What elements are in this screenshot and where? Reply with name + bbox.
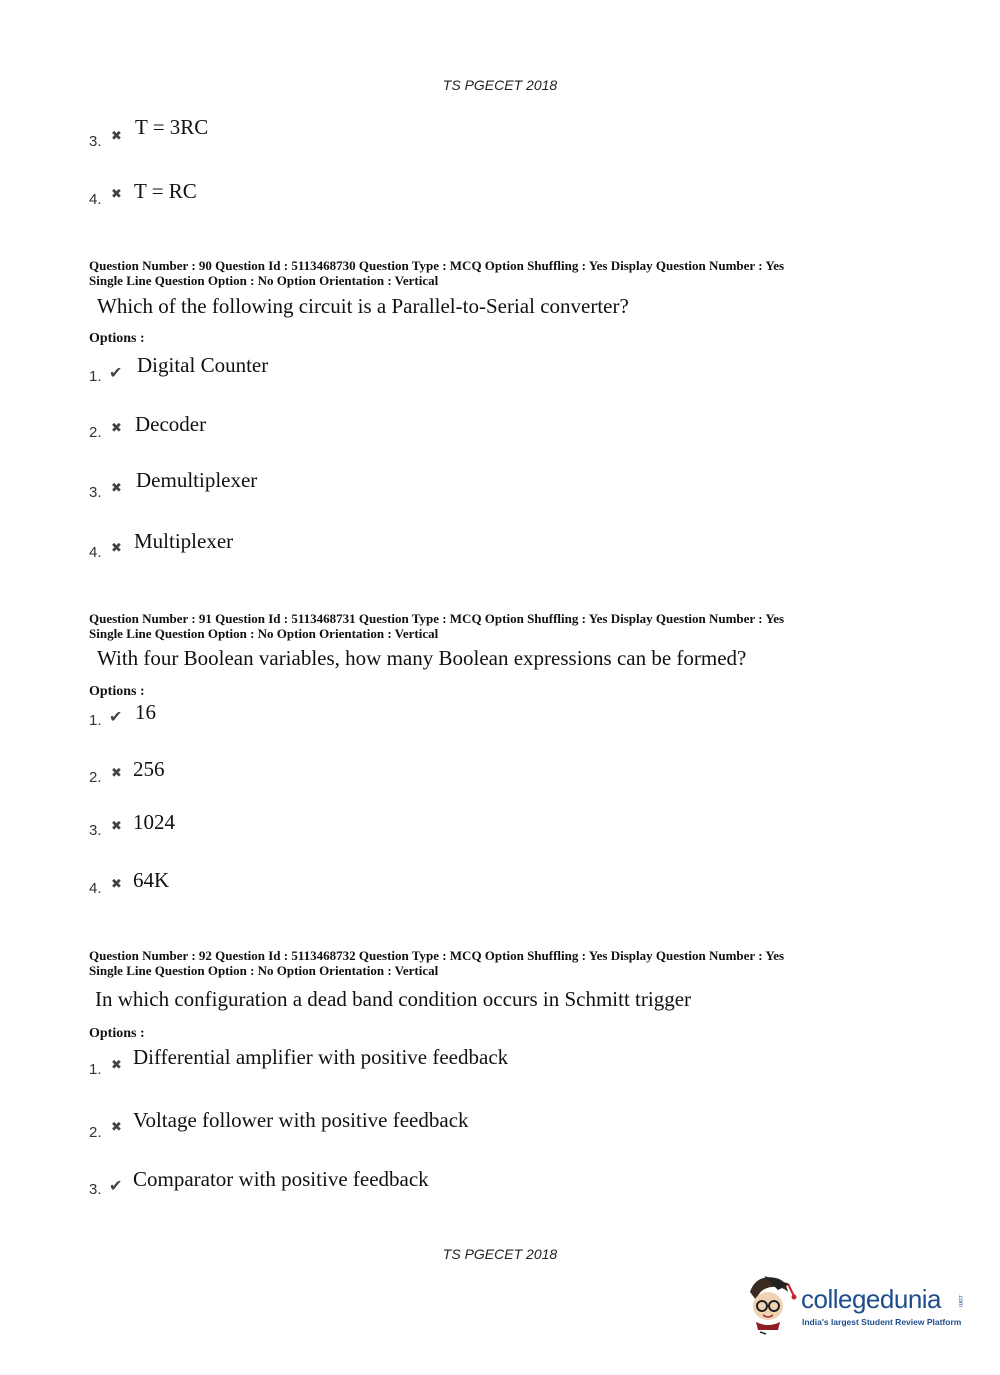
logo-suffix: .com bbox=[957, 1294, 963, 1308]
check-mark-icon: ✔ bbox=[109, 707, 123, 726]
option-number: 1. bbox=[89, 712, 102, 729]
meta-line-1: Question Number : 92 Question Id : 5113468732 Question Type : MCQ Option Shuffling : Yes Display Question Number : Yes bbox=[89, 948, 785, 963]
option-text: 1024 bbox=[133, 810, 175, 834]
option-number: 3. bbox=[89, 822, 102, 839]
options-label: Options : bbox=[89, 684, 145, 699]
option-number: 2. bbox=[89, 1124, 102, 1141]
question-91-meta bbox=[89, 612, 784, 641]
cross-mark-icon: ✖ bbox=[111, 187, 122, 202]
option-number: 4. bbox=[89, 191, 102, 208]
option-text: Digital Counter bbox=[137, 353, 269, 377]
option-number: 2. bbox=[89, 424, 102, 441]
page-footer-title: TS PGECET 2018 bbox=[442, 1246, 558, 1262]
option-text: Multiplexer bbox=[134, 529, 234, 553]
option-text: Differential amplifier with positive feedback bbox=[133, 1045, 509, 1069]
option-number: 3. bbox=[89, 133, 102, 150]
cross-mark-icon: ✖ bbox=[111, 481, 122, 496]
meta-line-1: Question Number : 90 Question Id : 5113468730 Question Type : MCQ Option Shuffling : Yes Display Question Number : Yes bbox=[89, 258, 785, 273]
page-header-title: TS PGECET 2018 bbox=[442, 77, 558, 93]
option-text: Voltage follower with positive feedback bbox=[133, 1108, 469, 1132]
check-mark-icon: ✔ bbox=[109, 363, 123, 382]
cross-mark-icon: ✖ bbox=[111, 1120, 122, 1135]
question-90-meta bbox=[89, 259, 784, 288]
option-text: T = 3RC bbox=[135, 115, 209, 139]
check-mark-icon: ✔ bbox=[109, 1176, 123, 1195]
option-text: Decoder bbox=[135, 412, 207, 436]
option-text: Demultiplexer bbox=[136, 468, 258, 492]
option-text: Comparator with positive feedback bbox=[133, 1167, 429, 1191]
cross-mark-icon: ✖ bbox=[111, 129, 122, 144]
meta-line-2: Single Line Question Option : No Option Orientation : Vertical bbox=[89, 625, 439, 641]
cross-mark-icon: ✖ bbox=[111, 1058, 122, 1073]
option-text: 64K bbox=[133, 868, 170, 892]
option-text: 16 bbox=[135, 700, 156, 724]
cross-mark-icon: ✖ bbox=[111, 541, 122, 556]
option-text: 256 bbox=[133, 757, 165, 781]
logo-wordmark: collegedunia bbox=[801, 1284, 942, 1314]
question-91-text: With four Boolean variables, how many Boolean expressions can be formed? bbox=[97, 646, 747, 670]
question-92-text: In which configuration a dead band condition occurs in Schmitt trigger bbox=[95, 987, 692, 1011]
option-number: 4. bbox=[89, 544, 102, 561]
cross-mark-icon: ✖ bbox=[111, 766, 122, 781]
question-90-text: Which of the following circuit is a Parallel-to-Serial converter? bbox=[97, 294, 629, 318]
option-number: 1. bbox=[89, 1061, 102, 1078]
option-number: 3. bbox=[89, 1181, 102, 1198]
cross-mark-icon: ✖ bbox=[111, 421, 122, 436]
option-text: T = RC bbox=[134, 179, 197, 203]
collegedunia-logo bbox=[742, 1270, 968, 1336]
meta-line-1: Question Number : 91 Question Id : 5113468731 Question Type : MCQ Option Shuffling : Yes Display Question Number : Yes bbox=[89, 611, 785, 626]
option-number: 4. bbox=[89, 880, 102, 897]
meta-line-2: Single Line Question Option : No Option Orientation : Vertical bbox=[89, 962, 439, 978]
question-92-meta bbox=[89, 949, 784, 978]
meta-line-2: Single Line Question Option : No Option Orientation : Vertical bbox=[89, 272, 439, 288]
option-number: 2. bbox=[89, 769, 102, 786]
mascot-icon bbox=[742, 1270, 802, 1336]
logo-tagline: India's largest Student Review Platform bbox=[802, 1317, 962, 1327]
cross-mark-icon: ✖ bbox=[111, 877, 122, 892]
option-number: 1. bbox=[89, 368, 102, 385]
option-number: 3. bbox=[89, 484, 102, 501]
options-label: Options : bbox=[89, 1026, 145, 1041]
cross-mark-icon: ✖ bbox=[111, 819, 122, 834]
options-label: Options : bbox=[89, 331, 145, 346]
